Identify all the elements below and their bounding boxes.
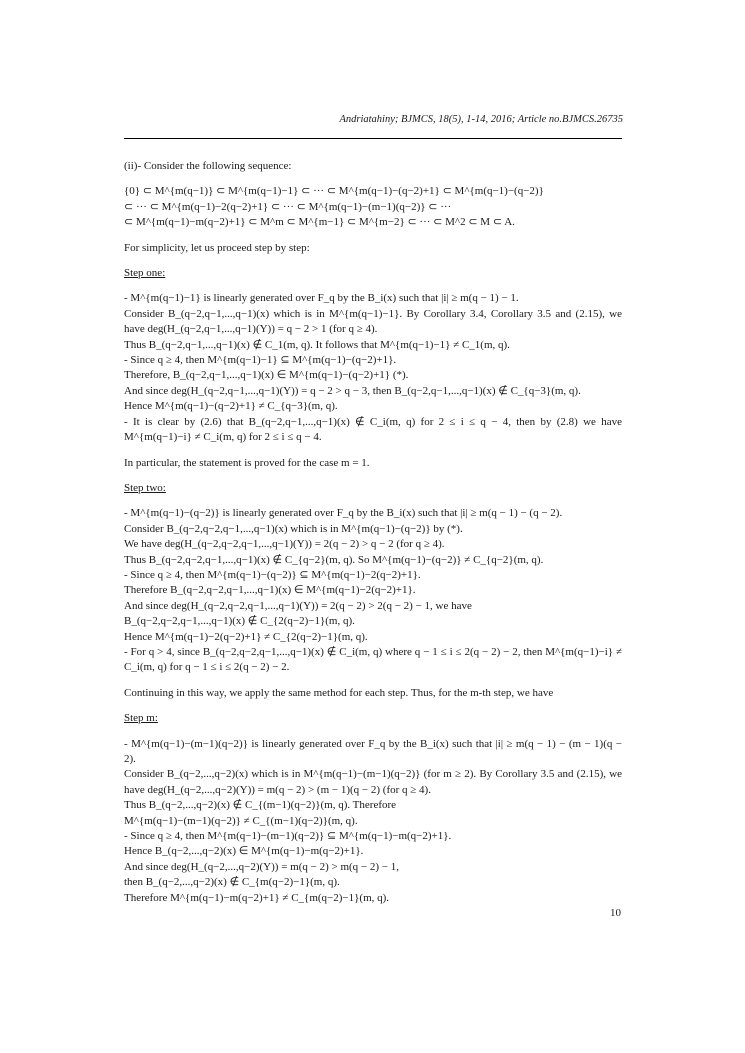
step-m-line: - Since q ≥ 4, then M^{m(q−1)−(m−1)(q−2)} ⊆ M^{m(q−1)−m(q−2)+1}. [124, 830, 452, 843]
step-one-line: Thus B_(q−2,q−1,...,q−1)(x) ∉ C_1(m, q). It follows that M^{m(q−1)−1} ≠ C_1(m, q). [124, 338, 510, 351]
running-header: Andriatahiny; BJMCS, 18(5), 1-14, 2016; Article no.BJMCS.26735 [339, 114, 623, 125]
paragraph-simplicity: For simplicity, let us proceed step by step: [124, 241, 310, 254]
step-one-line: And since deg(H_(q−2,q−1,...,q−1)(Y)) = q − 2 > q − 3, then B_(q−2,q−1,...,q−1)(x) ∉ C_{q−3}(m, q). [124, 384, 581, 397]
sequence-line-3: ⊂ M^{m(q−1)−m(q−2)+1} ⊂ M^m ⊂ M^{m−1} ⊂ M^{m−2} ⊂ ··· ⊂ M^2 ⊂ M ⊂ A. [124, 216, 515, 229]
paragraph-continuing: Continuing in this way, we apply the same method for each step. Thus, for the m-th step, we have [124, 686, 554, 699]
step-m-line: - M^{m(q−1)−(m−1)(q−2)} is linearly generated over F_q by the B_i(x) such that |i| ≥ m(q − 1) − (m − 1)(q − 2). [124, 737, 622, 765]
step-one-line: - It is clear by (2.6) that B_(q−2,q−1,...,q−1)(x) ∉ C_i(m, q) for 2 ≤ i ≤ q − 4, then by (2.8) we have M^{m(q−1)−i} ≠ C_i(m, q) for 2 ≤ i ≤ q − 4. [124, 415, 622, 444]
step-two-line: - M^{m(q−1)−(q−2)} is linearly generated over F_q by the B_i(x) such that |i| ≥ m(q − 1) − (q − 2). [124, 507, 563, 520]
header-rule [124, 138, 622, 139]
step-m-line: Hence B_(q−2,...,q−2)(x) ∈ M^{m(q−1)−m(q−2)+1}. [124, 845, 364, 858]
step-two-heading: Step two: [124, 481, 166, 494]
page-number: 10 [610, 907, 621, 919]
step-one-line: Hence M^{m(q−1)−(q−2)+1} ≠ C_{q−3}(m, q). [124, 400, 338, 413]
step-m-line: And since deg(H_(q−2,...,q−2)(Y)) = m(q − 2) > m(q − 2) − 1, [124, 860, 399, 873]
step-two-line: Thus B_(q−2,q−2,q−1,...,q−1)(x) ∉ C_{q−2}(m, q). So M^{m(q−1)−(q−2)} ≠ C_{q−2}(m, q). [124, 553, 544, 566]
step-two-line: B_(q−2,q−2,q−1,...,q−1)(x) ∉ C_{2(q−2)−1}(m, q). [124, 615, 355, 628]
step-two-line: Therefore B_(q−2,q−2,q−1,...,q−1)(x) ∈ M^{m(q−1)−2(q−2)+1}. [124, 584, 416, 597]
step-m-line: Therefore M^{m(q−1)−m(q−2)+1} ≠ C_{m(q−2)−1}(m, q). [124, 891, 390, 904]
step-two-line: And since deg(H_(q−2,q−2,q−1,...,q−1)(Y)) = 2(q − 2) > 2(q − 2) − 1, we have [124, 599, 472, 612]
step-m-line: Consider B_(q−2,...,q−2)(x) which is in M^{m(q−1)−(m−1)(q−2)} (for m ≥ 2). By Corollary 3.5 and (2.15), we have deg(H_(q−2,...,q−2)(Y)) = m(q − 2) > (m − 1)(q − 2) (for q ≥ 4). [124, 768, 622, 796]
step-two-line: Hence M^{m(q−1)−2(q−2)+1} ≠ C_{2(q−2)−1}(m, q). [124, 630, 368, 643]
paragraph-intro: (ii)- Consider the following sequence: [124, 160, 292, 172]
step-two-line: - For q > 4, since B_(q−2,q−2,q−1,...,q−1)(x) ∉ C_i(m, q) where q − 1 ≤ i ≤ 2(q − 2) − 2, then M^{m(q−1)−i} ≠ C_i(m, q) for q − 1 ≤ i ≤ 2(q − 2) − 2. [124, 645, 622, 674]
step-m-line: M^{m(q−1)−(m−1)(q−2)} ≠ C_{(m−1)(q−2)}(m, q). [124, 814, 358, 827]
step-one-heading: Step one: [124, 267, 166, 280]
step-one-line: - Since q ≥ 4, then M^{m(q−1)−1} ⊆ M^{m(q−1)−(q−2)+1}. [124, 354, 397, 367]
step-two-line: Consider B_(q−2,q−2,q−1,...,q−1)(x) which is in M^{m(q−1)−(q−2)} by (*). [124, 522, 463, 535]
main-text [124, 159, 622, 906]
paragraph-particular: In particular, the statement is proved for the case m = 1. [124, 456, 370, 469]
step-one-line: Therefore, B_(q−2,q−1,...,q−1)(x) ∈ M^{m(q−1)−(q−2)+1} (*). [124, 369, 409, 382]
step-m-heading: Step m: [124, 712, 158, 725]
step-one-line: - M^{m(q−1)−1} is linearly generated over F_q by the B_i(x) such that |i| ≥ m(q − 1) − 1. [124, 292, 519, 305]
sequence-line-1: {0} ⊂ M^{m(q−1)} ⊂ M^{m(q−1)−1} ⊂ ··· ⊂ M^{m(q−1)−(q−2)+1} ⊂ M^{m(q−1)−(q−2)} [124, 185, 544, 198]
step-m-line: then B_(q−2,...,q−2)(x) ∉ C_{m(q−2)−1}(m, q). [124, 876, 340, 889]
step-two-line: We have deg(H_(q−2,q−2,q−1,...,q−1)(Y)) = 2(q − 2) > q − 2 (for q ≥ 4). [124, 538, 445, 551]
step-two-line: - Since q ≥ 4, then M^{m(q−1)−(q−2)} ⊆ M^{m(q−1)−2(q−2)+1}. [124, 568, 421, 581]
step-m-line: Thus B_(q−2,...,q−2)(x) ∉ C_{(m−1)(q−2)}(m, q). Therefore [124, 799, 397, 812]
sequence-line-2: ⊂ ··· ⊂ M^{m(q−1)−2(q−2)+1} ⊂ ··· ⊂ M^{m(q−1)−(m−1)(q−2)} ⊂ ··· [124, 200, 452, 213]
step-one-line: Consider B_(q−2,q−1,...,q−1)(x) which is in M^{m(q−1)−1}. By Corollary 3.4, Corollary 3.5 and (2.15), we have deg(H_(q−2,q−1,...,q−1)(Y)) = q − 2 > 1 (for q ≥ 4). [124, 307, 622, 336]
